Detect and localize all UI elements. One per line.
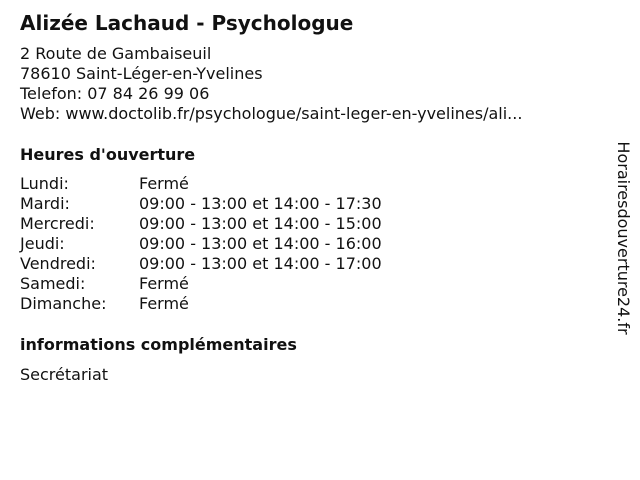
phone-number[interactable]: Telefon: 07 84 26 99 06 xyxy=(20,84,210,103)
hours-value: Fermé xyxy=(139,294,189,313)
day-label: Lundi: xyxy=(20,174,69,193)
day-label: Dimanche: xyxy=(20,294,107,313)
hours-value: Fermé xyxy=(139,274,189,293)
opening-hours-heading: Heures d'ouverture xyxy=(20,145,196,164)
address-block xyxy=(20,44,522,124)
hours-row-saturday xyxy=(20,274,382,294)
hours-value: 09:00 - 13:00 et 14:00 - 17:30 xyxy=(139,194,382,213)
hours-value: 09:00 - 13:00 et 14:00 - 16:00 xyxy=(139,234,382,253)
day-label: Mercredi: xyxy=(20,214,95,233)
city-address: 78610 Saint-Léger-en-Yvelines xyxy=(20,64,263,83)
day-label: Vendredi: xyxy=(20,254,96,273)
site-watermark: Horairesdouverture24.fr xyxy=(614,141,633,335)
hours-row-thursday xyxy=(20,234,382,254)
additional-info-heading: informations complémentaires xyxy=(20,335,297,354)
day-label: Mardi: xyxy=(20,194,70,213)
website-link[interactable]: Web: www.doctolib.fr/psychologue/saint-leger-en-yvelines/ali... xyxy=(20,104,523,123)
street-address: 2 Route de Gambaiseuil xyxy=(20,44,212,63)
hours-value: Fermé xyxy=(139,174,189,193)
opening-hours-table xyxy=(20,174,382,314)
additional-info-text: Secrétariat xyxy=(20,365,109,384)
hours-row-tuesday xyxy=(20,194,382,214)
hours-row-monday xyxy=(20,174,382,194)
hours-row-wednesday xyxy=(20,214,382,234)
day-label: Samedi: xyxy=(20,274,86,293)
hours-value: 09:00 - 13:00 et 14:00 - 15:00 xyxy=(139,214,382,233)
page-title: Alizée Lachaud - Psychologue xyxy=(20,11,354,35)
day-label: Jeudi: xyxy=(20,234,65,253)
hours-row-friday xyxy=(20,254,382,274)
hours-value: 09:00 - 13:00 et 14:00 - 17:00 xyxy=(139,254,382,273)
hours-row-sunday xyxy=(20,294,382,314)
